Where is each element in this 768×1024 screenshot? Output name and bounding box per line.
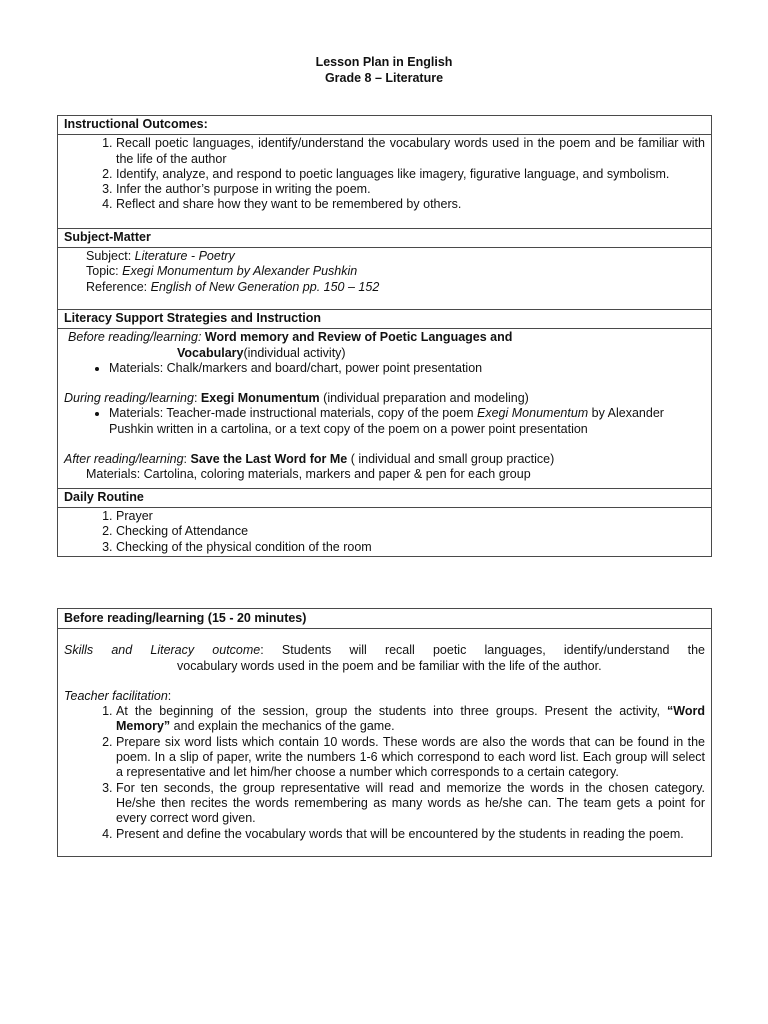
facilitation-step: 4. Present and define the vocabulary words that will be encountered by the students in reading the poem. bbox=[116, 827, 705, 842]
outcomes-heading-row bbox=[58, 116, 712, 135]
during-material-text-2: by Alexander Pushkin written in a cartolina, or a text copy of the poem on a power point presentation bbox=[109, 406, 664, 436]
outcomes-heading: Instructional Outcomes: bbox=[58, 116, 712, 135]
before-title-2: Vocabulary bbox=[177, 345, 244, 360]
step-tail: and explain the mechanics of the game. bbox=[173, 719, 395, 734]
during-line: During reading/learning: Exegi Monumentum (individual preparation and modeling) bbox=[64, 391, 529, 406]
literacy-row bbox=[58, 329, 712, 488]
before-body-row bbox=[58, 629, 712, 857]
outcomes-row bbox=[58, 135, 712, 228]
before-line-2 bbox=[64, 346, 705, 361]
outcomes-list bbox=[64, 136, 705, 212]
document-subtitle: Grade 8 – Literature bbox=[324, 70, 444, 85]
reference-line bbox=[64, 280, 705, 295]
facilitation-step: 3. For ten seconds, the group representative will read and memorize the words in the chosen category. He/she then recites the words remembering as many words as he/she can. The team gets a point for every correct word given. bbox=[116, 781, 705, 827]
routine-item: 1. Prayer bbox=[116, 509, 705, 524]
during-materials-list bbox=[64, 406, 705, 437]
after-label: After reading/learning bbox=[64, 452, 184, 467]
during-title: Exegi Monumentum bbox=[200, 391, 320, 406]
literacy-heading: Literacy Support Strategies and Instruction bbox=[58, 309, 712, 328]
before-section-heading: Before reading/learning (15 - 20 minutes) bbox=[58, 609, 712, 629]
document-header bbox=[0, 55, 768, 86]
document-title: Lesson Plan in English bbox=[315, 55, 453, 69]
routine-list bbox=[64, 509, 705, 555]
after-line: After reading/learning: Save the Last Word for Me ( individual and small group practice) bbox=[64, 452, 555, 467]
before-label: Before reading/learning: bbox=[68, 330, 202, 345]
step-text: At the beginning of the session, group the students into three groups. Present the activity, bbox=[116, 704, 660, 719]
subject-line bbox=[64, 249, 705, 264]
skills-outcome: Skills and Literacy outcome: Students will recall poetic languages, identify/understand the bbox=[64, 643, 706, 658]
routine-heading: Daily Routine bbox=[58, 488, 712, 507]
during-label: During reading/learning bbox=[64, 391, 194, 406]
routine-item: 3. Checking of the physical condition of the room bbox=[116, 540, 705, 555]
routine-row bbox=[58, 507, 712, 556]
after-title: Save the Last Word for Me bbox=[190, 452, 348, 467]
before-title: Word memory and Review of Poetic Languages and bbox=[204, 330, 513, 345]
lesson-plan-table bbox=[57, 115, 712, 557]
subject-matter-heading: Subject-Matter bbox=[58, 228, 712, 247]
skills-label: Skills and Literacy outcome bbox=[64, 643, 261, 658]
subject-row bbox=[58, 248, 712, 310]
outcome-item: 3. Infer the author’s purpose in writing the poem. bbox=[116, 182, 705, 197]
skills-text: Students will recall poetic languages, identify/understand the bbox=[281, 643, 706, 658]
step-activity-name: “Word Memory” bbox=[116, 704, 705, 734]
outcome-item: 1. Recall poetic languages, identify/understand the vocabulary words used in the poem and be familiar with the life of the author bbox=[116, 136, 705, 167]
before-heading-row bbox=[58, 609, 712, 629]
topic-label: Topic: bbox=[86, 264, 119, 279]
reference-value: English of New Generation pp. 150 – 152 bbox=[150, 279, 380, 294]
before-reading-table bbox=[57, 608, 712, 857]
after-material: Materials: Cartolina, coloring materials, markers and paper & pen for each group bbox=[86, 467, 531, 482]
literacy-heading-row bbox=[58, 309, 712, 328]
routine-heading-row bbox=[58, 488, 712, 507]
during-material-poem: Exegi Monumentum bbox=[477, 406, 589, 421]
topic-line bbox=[64, 264, 705, 279]
routine-item: 2. Checking of Attendance bbox=[116, 524, 705, 539]
before-material: • Materials: Chalk/markers and board/chart, power point presentation bbox=[109, 361, 705, 376]
outcome-item: 4. Reflect and share how they want to be remembered by others. bbox=[116, 197, 705, 212]
skills-outcome-2: vocabulary words used in the poem and be familiar with the life of the author. bbox=[177, 658, 602, 673]
reference-label: Reference: bbox=[86, 279, 148, 294]
during-note: (individual preparation and modeling) bbox=[323, 391, 529, 406]
subject-label: Subject: bbox=[86, 249, 132, 264]
during-material-text: Materials: Teacher-made instructional materials, copy of the poem bbox=[109, 406, 474, 421]
outcome-item: 2. Identify, analyze, and respond to poetic languages like imagery, figurative language, and symbolism. bbox=[116, 167, 705, 182]
facilitation-step bbox=[116, 704, 705, 735]
subject-value: Literature - Poetry bbox=[134, 249, 235, 264]
facilitation-line: Teacher facilitation: bbox=[64, 688, 172, 703]
facilitation-label: Teacher facilitation bbox=[64, 688, 168, 703]
before-note: (individual activity) bbox=[243, 345, 346, 360]
facilitation-steps bbox=[64, 704, 705, 842]
facilitation-step: 2. Prepare six word lists which contain 10 words. These words are also the words that can be found in the poem. In a slip of paper, write the numbers 1-6 which correspond to each word list. Each group will select a representative and let him/her choose a number which corresponds to a certain category. bbox=[116, 735, 705, 781]
during-material bbox=[109, 406, 705, 437]
topic-value: Exegi Monumentum by Alexander Pushkin bbox=[122, 264, 358, 279]
before-line bbox=[64, 330, 705, 345]
after-note: ( individual and small group practice) bbox=[350, 452, 555, 467]
before-materials-list bbox=[64, 361, 705, 376]
subject-heading-row bbox=[58, 228, 712, 247]
